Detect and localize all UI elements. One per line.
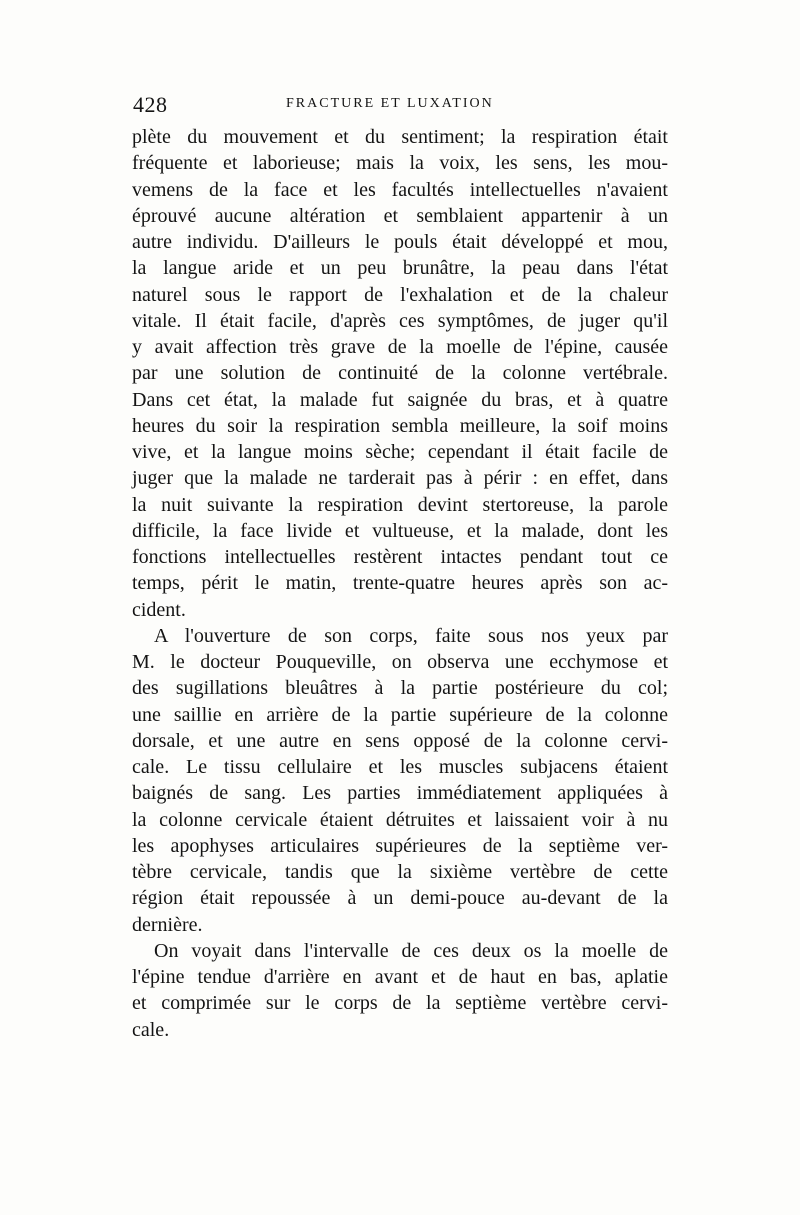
text-line: région était repoussée à un demi-pouce au-devant de la xyxy=(132,887,668,910)
page-number: 428 xyxy=(133,92,168,117)
text-line: autre individu. D'ailleurs le pouls était développé et mou, xyxy=(132,231,668,253)
text-line: Dans cet état, la malade fut saignée du bras, et à quatre xyxy=(132,388,668,411)
text-line: y avait affection très grave de la moelle de l'épine, causée xyxy=(132,336,668,358)
body-text xyxy=(132,124,668,1043)
text-line: la colonne cervicale étaient détruites et laissaient voir à nu xyxy=(132,808,668,831)
text-line: l'épine tendue d'arrière en avant et de haut en bas, aplatie xyxy=(132,966,668,988)
running-head xyxy=(133,92,668,122)
text-line: éprouvé aucune altération et semblaient appartenir à un xyxy=(132,204,668,227)
text-line: fonctions intellectuelles restèrent intactes pendant tout ce xyxy=(132,546,668,568)
text-line: temps, périt le matin, trente-quatre heures après son ac- xyxy=(132,572,668,595)
text-line: naturel sous le rapport de l'exhalation et de la chaleur xyxy=(132,283,668,306)
text-line: plète du mouvement et du sentiment; la respiration était xyxy=(132,126,668,148)
text-line: baignés de sang. Les parties immédiatement appliquées à xyxy=(132,782,668,805)
text-line: et comprimée sur le corps de la septième vertèbre cervi- xyxy=(132,992,668,1015)
text-line: vemens de la face et les facultés intellectuelles n'avaient xyxy=(132,178,668,201)
text-line: la langue aride et un peu brunâtre, la peau dans l'état xyxy=(132,257,668,280)
text-line: heures du soir la respiration sembla meilleure, la soif moins xyxy=(132,414,668,437)
paragraph-start-line: On voyait dans l'intervalle de ces deux os la moelle de xyxy=(154,939,668,962)
text-line: M. le docteur Pouqueville, on observa une ecchymose et xyxy=(132,651,668,673)
text-line: par une solution de continuité de la colonne vertébrale. xyxy=(132,362,668,385)
text-line: vitale. Il était facile, d'après ces symptômes, de juger qu'il xyxy=(132,309,668,332)
text-line: juger que la malade ne tarderait pas à périr : en effet, dans xyxy=(132,467,668,490)
text-line: fréquente et laborieuse; mais la voix, les sens, les mou- xyxy=(132,152,668,175)
text-line: dernière. xyxy=(132,913,203,936)
text-line: des sugillations bleuâtres à la partie postérieure du col; xyxy=(132,677,668,700)
paragraph-start-line: A l'ouverture de son corps, faite sous nos yeux par xyxy=(154,624,668,647)
text-line: vive, et la langue moins sèche; cependant il était facile de xyxy=(132,441,668,463)
text-line: dorsale, et une autre en sens opposé de la colonne cervi- xyxy=(132,729,668,752)
text-line: cale. xyxy=(132,1018,170,1041)
text-line: tèbre cervicale, tandis que la sixième vertèbre de cette xyxy=(132,861,668,883)
text-line: les apophyses articulaires supérieures de la septième ver- xyxy=(132,834,668,857)
text-line: cale. Le tissu cellulaire et les muscles subjacens étaient xyxy=(132,756,668,778)
running-title: FRACTURE ET LUXATION xyxy=(286,96,494,111)
text-line: cident. xyxy=(132,598,186,621)
text-line: difficile, la face livide et vultueuse, et la malade, dont les xyxy=(132,519,668,542)
text-line: une saillie en arrière de la partie supérieure de la colonne xyxy=(132,703,668,726)
text-line: la nuit suivante la respiration devint stertoreuse, la parole xyxy=(132,493,668,516)
